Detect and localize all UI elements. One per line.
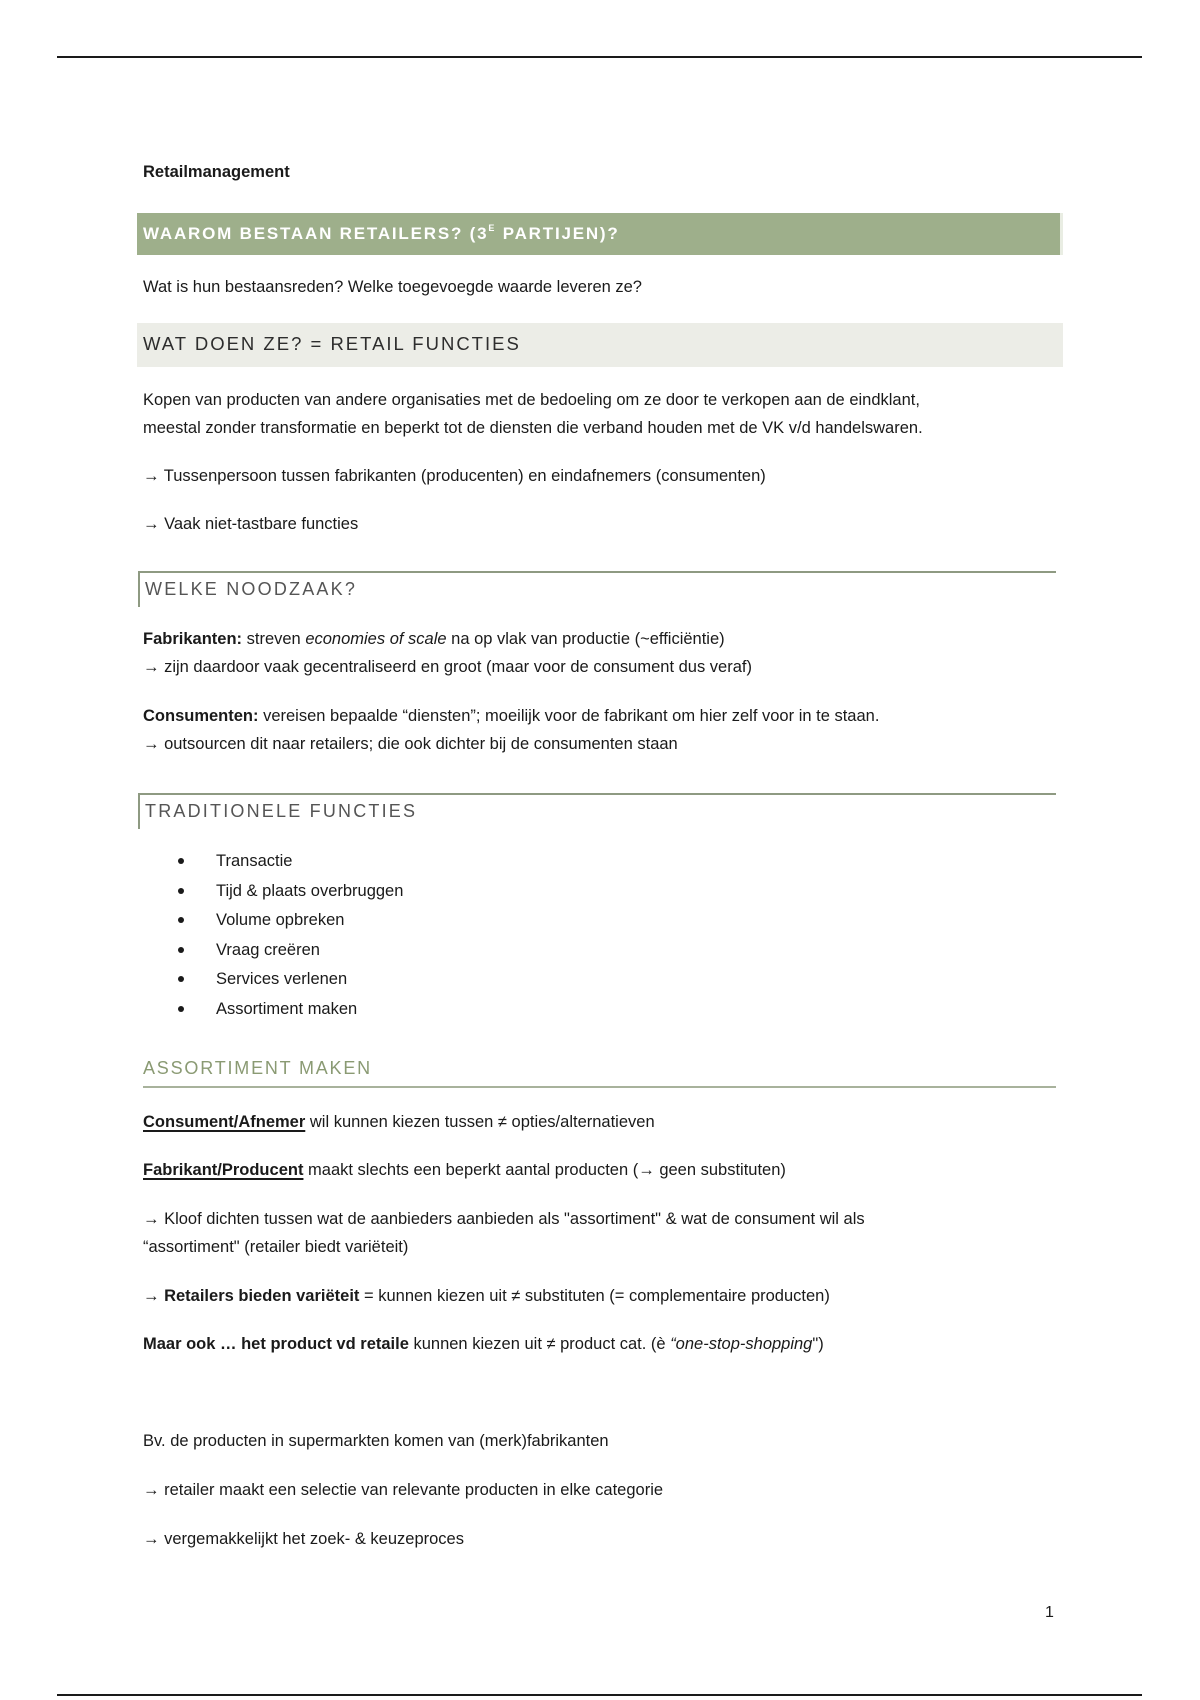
kloof-line-2: “assortiment" (retailer biedt variëteit) xyxy=(143,1238,409,1256)
kloof-line-1: → Kloof dichten tussen wat de aanbieders aanbieden als "assortiment" & wat de consument wil als xyxy=(143,1210,865,1228)
tussenpersoon-text: → Tussenpersoon tussen fabrikanten (producenten) en eindafnemers (consumenten) xyxy=(143,467,766,485)
document-title: Retailmanagement xyxy=(143,163,290,181)
bullet-icon xyxy=(178,976,184,982)
heading-retail-functies: WAT DOEN ZE? = RETAIL FUNCTIES xyxy=(137,323,1063,367)
heading-assortiment-maken: ASSORTIMENT MAKEN xyxy=(143,1058,1056,1088)
page-number: 1 xyxy=(1045,1604,1054,1621)
bullet-icon xyxy=(178,888,184,894)
bullet-icon xyxy=(178,947,184,953)
heading-welke-noodzaak: WELKE NOODZAAK? xyxy=(138,571,1056,607)
definition-line-1: Kopen van producten van andere organisaties met de bedoeling om ze door te verkopen aan de eindklant, xyxy=(143,391,920,409)
header-rule xyxy=(57,56,1142,58)
niet-tastbaar-text: → Vaak niet-tastbare functies xyxy=(143,515,359,533)
consumenten-paragraph: Consumenten: vereisen bepaalde “diensten”; moeilijk voor de fabrikant om hier zelf voor in te staan. xyxy=(143,707,880,725)
list-item: Transactie xyxy=(178,847,403,877)
bullet-icon xyxy=(178,858,184,864)
consumenten-arrow-line: → outsourcen dit naar retailers; die ook dichter bij de consumenten staan xyxy=(143,735,678,753)
fabrikanten-arrow-line: → zijn daardoor vaak gecentraliseerd en groot (maar voor de consument dus veraf) xyxy=(143,658,752,676)
fabrikanten-paragraph: Fabrikanten: streven economies of scale na op vlak van productie (~efficiëntie) xyxy=(143,630,725,648)
bullet-icon xyxy=(178,917,184,923)
list-item: Services verlenen xyxy=(178,965,403,995)
traditionele-functies-list xyxy=(178,847,403,1024)
maar-ook-paragraph: Maar ook … het product vd retaile kunnen kiezen uit ≠ product cat. (è “one-stop-shopping") xyxy=(143,1335,824,1353)
definition-line-2: meestal zonder transformatie en beperkt tot de diensten die verband houden met de VK v/d handelswaren. xyxy=(143,419,923,437)
retailers-variteit-paragraph: → Retailers bieden variëteit = kunnen kiezen uit ≠ substituten (= complementaire producten) xyxy=(143,1287,830,1305)
bv-supermarkten-text: Bv. de producten in supermarkten komen van (merk)fabrikanten xyxy=(143,1432,609,1450)
list-item: Vraag creëren xyxy=(178,936,403,966)
list-item: Tijd & plaats overbruggen xyxy=(178,877,403,907)
selectie-text: → retailer maakt een selectie van relevante producten in elke categorie xyxy=(143,1481,664,1499)
fabrikant-producent-paragraph: Fabrikant/Producent maakt slechts een beperkt aantal producten (→ geen substituten) xyxy=(143,1161,786,1179)
consument-afnemer-paragraph: Consument/Afnemer wil kunnen kiezen tussen ≠ opties/alternatieven xyxy=(143,1113,655,1131)
list-item: Assortiment maken xyxy=(178,995,403,1025)
keuzeproces-text: → vergemakkelijkt het zoek- & keuzeproces xyxy=(143,1530,464,1548)
bestaansreden-text: Wat is hun bestaansreden? Welke toegevoegde waarde leveren ze? xyxy=(143,278,642,296)
footer-rule xyxy=(57,1694,1142,1696)
heading-waarom-bestaan-retailers: WAAROM BESTAAN RETAILERS? ($3^E$ PARTIJEN)? xyxy=(137,213,1063,255)
heading-traditionele-functies: TRADITIONELE FUNCTIES xyxy=(138,793,1056,829)
bullet-icon xyxy=(178,1006,184,1012)
list-item: Volume opbreken xyxy=(178,906,403,936)
